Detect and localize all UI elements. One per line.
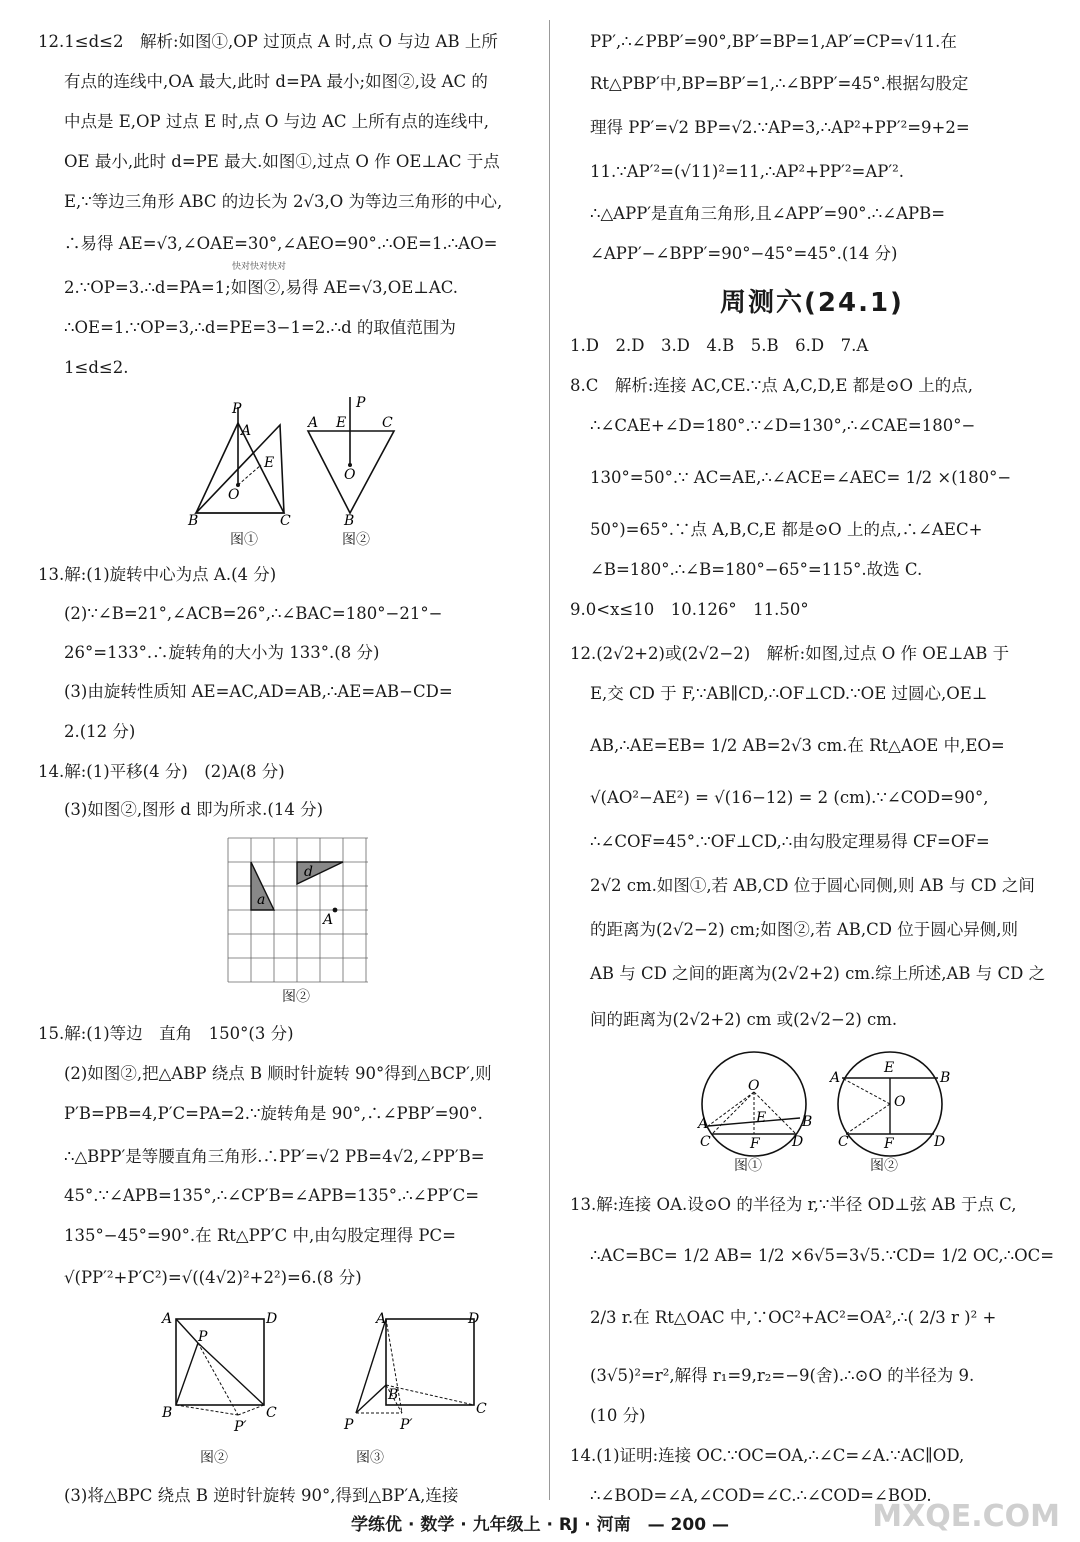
svg-text:A: A	[376, 1311, 387, 1327]
left-line: 14.解:(1)平移(4 分) (2)A(8 分)	[38, 762, 285, 781]
svg-text:D: D	[792, 1134, 804, 1150]
right-line: 1.D 2.D 3.D 4.B 5.B 6.D 7.A	[570, 336, 869, 355]
right-line: 2√2 cm.如图①,若 AB,CD 位于圆心同侧,则 AB 与 CD 之间	[590, 876, 1035, 895]
svg-text:B: B	[802, 1114, 813, 1130]
circle-figure-2	[828, 1052, 950, 1156]
figure-2	[306, 395, 394, 529]
left-line: 2.∵OP=3.∴d=PA=1;如图②,易得 AE=√3,OE⊥AC.	[64, 278, 459, 297]
svg-text:O: O	[344, 467, 356, 483]
circ1-caption: 图①	[734, 1158, 762, 1174]
right-line: √(AO²−AE²) = √(16−12) = 2 (cm).∵∠COD=90°,	[590, 788, 989, 807]
svg-text:A: A	[323, 912, 334, 928]
sq3-caption: 图③	[356, 1450, 384, 1466]
section-heading: 周测六(24.1)	[720, 288, 904, 318]
svg-text:A: A	[698, 1116, 709, 1132]
left-line: 1≤d≤2.	[64, 358, 129, 377]
left-line: 135°−45°=90°.在 Rt△PP′C 中,由勾股定理得 PC=	[64, 1226, 456, 1245]
left-line: E,∵等边三角形 ABC 的边长为 2√3,O 为等边三角形的中心,	[64, 192, 503, 211]
svg-text:D: D	[468, 1311, 480, 1327]
circle-figure-1	[696, 1052, 812, 1156]
svg-text:P: P	[232, 401, 242, 417]
svg-text:D: D	[934, 1134, 946, 1150]
right-line: AB,∴AE=EB= 1/2 AB=2√3 cm.在 Rt△AOE 中,EO=	[590, 736, 1005, 755]
left-line: 2.(12 分)	[64, 722, 136, 741]
right-line: 14.(1)证明:连接 OC.∵OC=OA,∴∠C=∠A.∵AC∥OD,	[570, 1446, 965, 1465]
right-line: ∴AC=BC= 1/2 AB= 1/2 ×6√5=3√5.∵CD= 1/2 OC,∴OC=	[590, 1246, 1055, 1265]
right-line: (10 分)	[590, 1406, 646, 1425]
left-line: ∴△BPP′是等腰直角三角形.∴PP′=√2 PB=4√2,∠PP′B=	[64, 1147, 485, 1166]
left-line: (3)将△BPC 绕点 B 逆时针旋转 90°,得到△BP′A,连接	[64, 1486, 459, 1505]
right-line: 13.解:连接 OA.设⊙O 的半径为 r,∵半径 OD⊥弦 AB 于点 C,	[570, 1195, 1017, 1214]
stamp-text: 快对快对快对	[232, 262, 287, 272]
column-divider	[549, 20, 550, 1500]
svg-text:P′: P′	[400, 1417, 413, 1433]
square-figure-2	[160, 1311, 277, 1435]
grid-figure	[228, 838, 368, 983]
triangle-figures	[188, 395, 428, 545]
left-line: (3)如图②,图形 d 即为所求.(14 分)	[64, 800, 324, 819]
svg-text:B: B	[388, 1387, 399, 1403]
svg-text:P: P	[356, 395, 366, 411]
svg-text:E: E	[264, 455, 275, 471]
right-line: ∠APP′−∠BPP′=90°−45°=45°.(14 分)	[590, 244, 898, 263]
sq2-caption: 图②	[200, 1450, 228, 1466]
svg-text:C: C	[382, 415, 393, 431]
svg-text:a: a	[257, 892, 266, 908]
right-line: ∴∠CAE+∠D=180°.∵∠D=130°,∴∠CAE=180°−	[590, 416, 976, 435]
svg-text:O: O	[228, 487, 240, 503]
right-line: 理得 PP′=√2 BP=√2.∵AP=3,∴AP²+PP′²=9+2=	[590, 118, 970, 137]
figure-1	[187, 401, 291, 529]
svg-text:C: C	[266, 1405, 277, 1421]
svg-text:B: B	[188, 513, 199, 529]
svg-text:A: A	[308, 415, 319, 431]
watermark: MXQE.COM	[872, 1499, 1060, 1534]
left-line: 中点是 E,OP 过点 E 时,点 O 与边 AC 上所有点的连线中,	[64, 112, 489, 131]
right-line: 的距离为(2√2−2) cm;如图②,若 AB,CD 位于圆心异侧,则	[590, 920, 1019, 939]
left-line: 45°.∵∠APB=135°,∴∠CP′B=∠APB=135°.∴∠PP′C=	[64, 1186, 480, 1205]
svg-text:B: B	[940, 1070, 951, 1086]
right-line: ∴∠BOD=∠A,∠COD=∠C.∴∠COD=∠BOD.	[590, 1486, 932, 1505]
svg-text:F: F	[884, 1136, 894, 1152]
right-line: 2/3 r.在 Rt△OAC 中,∵OC²+AC²=OA²,∴( 2/3 r )² +	[590, 1308, 997, 1327]
left-line: 13.解:(1)旋转中心为点 A.(4 分)	[38, 565, 277, 584]
svg-text:B: B	[344, 513, 355, 529]
svg-text:E: E	[756, 1110, 767, 1126]
svg-text:C: C	[700, 1134, 711, 1150]
svg-text:C: C	[476, 1401, 487, 1417]
square-figure-3	[343, 1311, 487, 1433]
left-line: 有点的连线中,OA 最大,此时 d=PA 最小;如图②,设 AC 的	[64, 72, 488, 91]
right-line: 12.(2√2+2)或(2√2−2) 解析:如图,过点 O 作 OE⊥AB 于	[570, 644, 1010, 663]
left-line: ∴易得 AE=√3,∠OAE=30°,∠AEO=90°.∴OE=1.∴AO=	[64, 234, 498, 253]
right-line: 50°)=65°.∵点 A,B,C,E 都是⊙O 上的点,∴∠AEC+	[590, 520, 983, 539]
left-line: ∴OE=1.∵OP=3,∴d=PE=3−1=2.∴d 的取值范围为	[64, 318, 456, 337]
svg-text:O: O	[748, 1078, 760, 1094]
svg-text:C: C	[280, 513, 291, 529]
svg-text:E: E	[884, 1060, 895, 1076]
right-line: 8.C 解析:连接 AC,CE.∵点 A,C,D,E 都是⊙O 上的点,	[570, 376, 973, 395]
right-line: AB 与 CD 之间的距离为(2√2+2) cm.综上所述,AB 与 CD 之	[590, 964, 1046, 983]
fig1-caption: 图①	[230, 532, 258, 548]
right-line: Rt△PBP′中,BP=BP′=1,∴∠BPP′=45°.根据勾股定	[590, 74, 969, 93]
svg-text:D: D	[266, 1311, 278, 1327]
svg-text:A: A	[162, 1311, 173, 1327]
right-line: E,交 CD 于 F,∵AB∥CD,∴OF⊥CD.∵OE 过圆心,OE⊥	[590, 684, 988, 703]
page-footer: 学练优 · 数学 · 九年级上 · RJ · 河南 — 200 —	[351, 1515, 729, 1535]
svg-text:A: A	[830, 1070, 841, 1086]
right-line: (3√5)²=r²,解得 r₁=9,r₂=−9(舍).∴⊙O 的半径为 9.	[590, 1366, 975, 1385]
left-line: 15.解:(1)等边 直角 150°(3 分)	[38, 1024, 294, 1043]
right-line: PP′,∴∠PBP′=90°,BP′=BP=1,AP′=CP=√11.在	[590, 32, 957, 51]
svg-text:F: F	[750, 1136, 760, 1152]
left-line: OE 最小,此时 d=PE 最大.如图①,过点 O 作 OE⊥AC 于点	[64, 152, 500, 171]
circle-figures	[698, 1048, 958, 1158]
left-line: 12.1≤d≤2 解析:如图①,OP 过顶点 A 时,点 O 与边 AB 上所	[38, 32, 498, 51]
svg-text:O: O	[894, 1094, 906, 1110]
grid-caption: 图②	[282, 989, 310, 1005]
left-line: P′B=PB=4,P′C=PA=2.∵旋转角是 90°,∴∠PBP′=90°.	[64, 1104, 483, 1123]
square-figures	[158, 1305, 487, 1445]
svg-text:P′: P′	[234, 1419, 247, 1435]
left-line: (2)∵∠B=21°,∠ACB=26°,∴∠BAC=180°−21°−	[64, 604, 443, 623]
svg-text:P: P	[198, 1329, 208, 1345]
left-line: 26°=133°.∴旋转角的大小为 133°.(8 分)	[64, 643, 380, 662]
left-line: (2)如图②,把△ABP 绕点 B 顺时针旋转 90°得到△BCP′,则	[64, 1064, 492, 1083]
svg-text:E: E	[336, 415, 347, 431]
left-line: √(PP′²+P′C²)=√((4√2)²+2²)=6.(8 分)	[64, 1268, 362, 1287]
fig2-caption: 图②	[342, 532, 370, 548]
svg-text:P: P	[344, 1417, 354, 1433]
right-line: 9.0<x≤10 10.126° 11.50°	[570, 600, 809, 619]
right-line: ∴∠COF=45°.∵OF⊥CD,∴由勾股定理易得 CF=OF=	[590, 832, 990, 851]
svg-text:d: d	[304, 864, 313, 880]
right-line: ∠B=180°.∴∠B=180°−65°=115°.故选 C.	[590, 560, 923, 579]
right-line: 11.∵AP′²=(√11)²=11,∴AP²+PP′²=AP′².	[590, 162, 904, 181]
circ2-caption: 图②	[870, 1158, 898, 1174]
left-line: (3)由旋转性质知 AE=AC,AD=AB,∴AE=AB−CD=	[64, 682, 453, 701]
svg-text:C: C	[838, 1134, 849, 1150]
right-line: 130°=50°.∵ AC=AE,∴∠ACE=∠AEC= 1/2 ×(180°−	[590, 468, 1012, 487]
right-line: ∴△APP′是直角三角形,且∠APP′=90°.∴∠APB=	[590, 204, 946, 223]
right-line: 间的距离为(2√2+2) cm 或(2√2−2) cm.	[590, 1010, 898, 1029]
svg-text:A: A	[241, 423, 252, 439]
svg-text:B: B	[162, 1405, 173, 1421]
